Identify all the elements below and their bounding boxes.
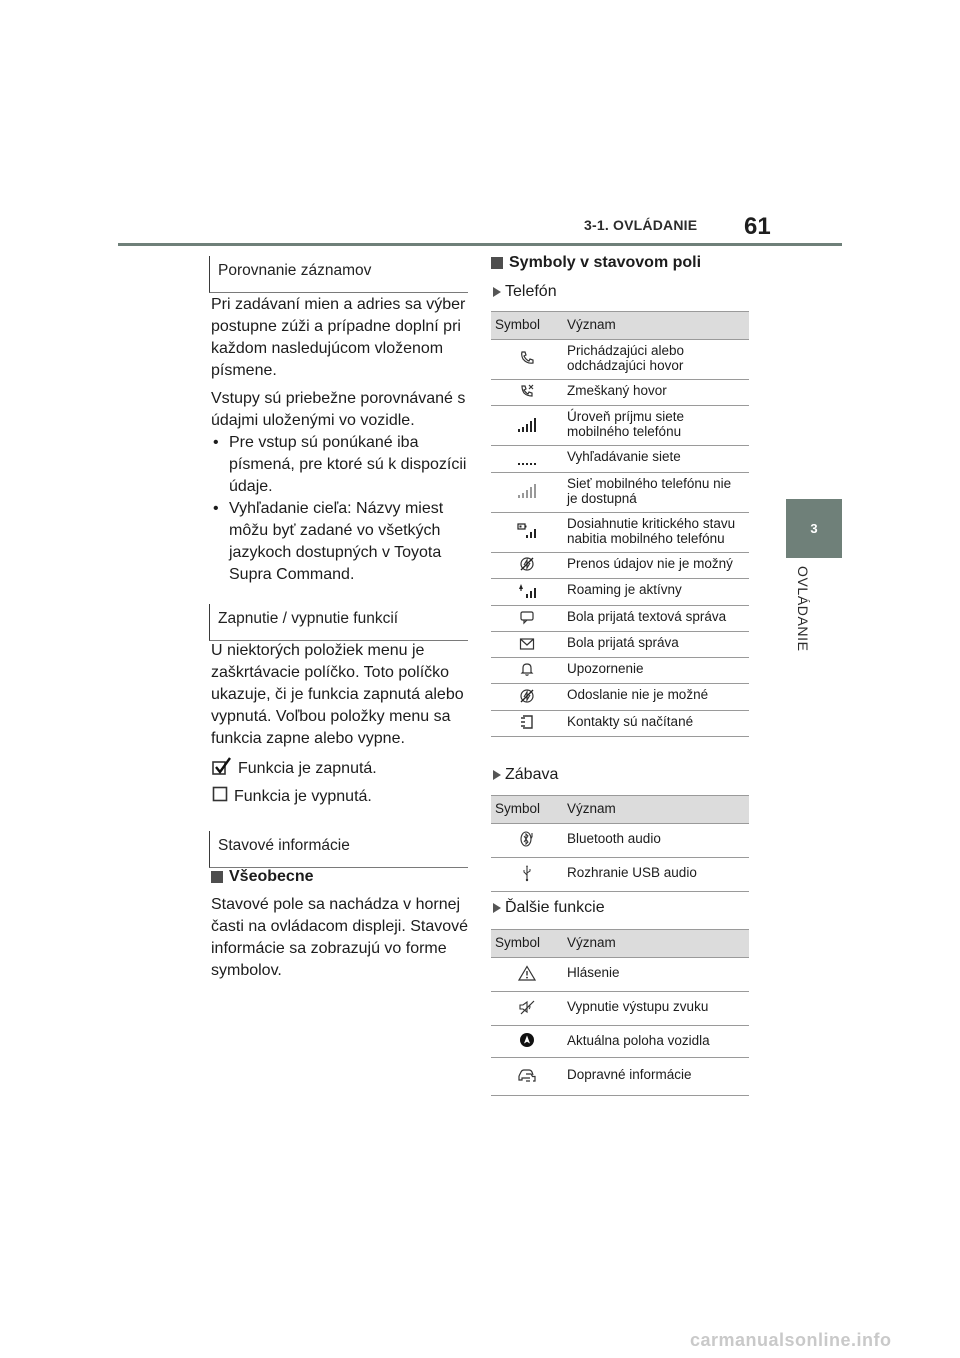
table-header-row — [491, 930, 749, 958]
traffic-info-icon — [517, 1067, 537, 1082]
general-heading — [211, 868, 313, 886]
square-bullet-icon — [211, 871, 223, 883]
table-row — [491, 1058, 749, 1096]
other-symbols-table — [491, 929, 749, 1096]
table-row — [491, 472, 749, 512]
section-title: 3-1. OVLÁDANIE — [584, 217, 698, 233]
row-meaning: Odoslanie nie je možné — [563, 684, 749, 710]
row-meaning: Dosiahnutie kritického stavu nabitia mobilného telefónu — [563, 512, 749, 552]
table-row — [491, 340, 749, 380]
comparison-text — [211, 294, 471, 586]
row-meaning: Aktuálna poloha vozidla — [563, 1026, 749, 1058]
other-title: Ďalšie funkcie — [505, 899, 605, 916]
table-row — [491, 657, 749, 683]
row-meaning: Roaming je aktívny — [563, 579, 749, 605]
page-number: 61 — [744, 213, 771, 240]
row-meaning: Bola prijatá správa — [563, 632, 749, 657]
column-header-symbol: Symbol — [491, 796, 563, 824]
table-row — [491, 512, 749, 552]
text-message-icon — [519, 609, 535, 624]
table-row — [491, 992, 749, 1026]
entertainment-subheading — [493, 766, 558, 784]
row-meaning: Vypnutie výstupu zvuku — [563, 992, 749, 1026]
warning-icon — [518, 965, 536, 980]
entertainment-title: Zábava — [505, 766, 559, 783]
other-subheading — [493, 899, 605, 917]
general-text — [211, 894, 471, 988]
column-header-symbol: Symbol — [491, 930, 563, 958]
table-row — [491, 710, 749, 736]
bullet-item: • Pre vstup sú ponúkané iba písmená, pre ktoré sú k dispozícii údaje. — [211, 432, 471, 498]
row-meaning: Sieť mobilného telefónu nie je dostupná — [563, 472, 749, 512]
function-on-line — [212, 757, 377, 780]
box-heading-toggle: Zapnutie / vypnutie funkcií — [209, 604, 468, 641]
watermark: carmanualsonline.info — [690, 1330, 892, 1350]
bullet-list — [211, 432, 471, 586]
square-bullet-icon — [491, 257, 503, 269]
row-meaning: Prichádzajúci alebo odchádzajúci hovor — [563, 340, 749, 380]
checkbox-unchecked-icon — [212, 786, 228, 807]
row-meaning: Dopravné informácie — [563, 1058, 749, 1096]
phone-call-icon — [519, 350, 535, 365]
phone-title: Telefón — [505, 283, 557, 300]
triangle-bullet-icon — [493, 287, 501, 297]
row-meaning: Bola prijatá textová správa — [563, 605, 749, 631]
roaming-icon — [517, 582, 537, 597]
table-row — [491, 406, 749, 446]
phone-symbols-table — [491, 311, 749, 737]
column-header-meaning: Význam — [563, 930, 749, 958]
table-row — [491, 632, 749, 657]
function-on-text: Funkcia je zapnutá. — [238, 759, 377, 777]
table-row — [491, 552, 749, 578]
missed-call-icon — [519, 383, 535, 398]
triangle-bullet-icon — [493, 770, 501, 780]
chapter-tab: 3 — [786, 499, 842, 558]
row-meaning: Vyhľadávanie siete — [563, 446, 749, 472]
triangle-bullet-icon — [493, 903, 501, 913]
table-row — [491, 605, 749, 631]
table-row — [491, 1026, 749, 1058]
checkbox-checked-icon — [212, 757, 232, 780]
header-rule — [118, 243, 842, 246]
row-meaning: Prenos údajov nie je možný — [563, 552, 749, 578]
toggle-text — [211, 640, 471, 756]
send-unavailable-icon — [519, 687, 535, 702]
bell-icon — [519, 661, 535, 676]
table-row — [491, 858, 749, 892]
signal-strength-icon — [517, 416, 537, 431]
table-row — [491, 380, 749, 406]
bullet-item: • Vyhľadanie cieľa: Názvy miest môžu byť zadané vo všetkých jazykoch dostupných v Toyota Supra Command. — [211, 498, 471, 586]
data-unavailable-icon — [519, 556, 535, 571]
paragraph: Stavové pole sa nachádza v hornej časti na ovládacom displeji. Stavové informácie sa zobrazujú vo forme symbolov. — [211, 896, 469, 979]
box-heading-comparison: Porovnanie záznamov — [209, 256, 468, 293]
usb-audio-icon — [520, 865, 534, 880]
table-header-row — [491, 312, 749, 340]
paragraph: Pri zadávaní mien a adries sa výber postupne zúži a prípadne doplní pri každom nasledujúcom vloženom písmene. — [211, 296, 466, 379]
phone-subheading — [493, 283, 557, 301]
row-meaning: Bluetooth audio — [563, 824, 749, 858]
mute-icon — [518, 999, 536, 1014]
box-heading-status: Stavové informácie — [209, 831, 468, 868]
row-meaning: Hlásenie — [563, 958, 749, 992]
battery-critical-icon — [517, 523, 537, 538]
symbols-title: Symboly v stavovom poli — [509, 254, 702, 271]
table-row — [491, 579, 749, 605]
column-header-meaning: Význam — [563, 312, 749, 340]
row-meaning: Úroveň príjmu siete mobilného telefónu — [563, 406, 749, 446]
mail-icon — [519, 635, 535, 650]
position-icon — [519, 1032, 535, 1047]
row-meaning: Rozhranie USB audio — [563, 858, 749, 892]
paragraph: Vstupy sú priebežne porovnávané s údajmi uloženými vo vozidle. — [211, 390, 466, 429]
function-off-line — [212, 786, 372, 807]
chapter-label: OVLÁDANIE — [795, 566, 811, 652]
column-header-meaning: Význam — [563, 796, 749, 824]
table-row — [491, 958, 749, 992]
table-row — [491, 684, 749, 710]
table-row — [491, 446, 749, 472]
row-meaning: Zmeškaný hovor — [563, 380, 749, 406]
symbols-heading — [491, 254, 701, 272]
bluetooth-audio-icon — [518, 831, 536, 846]
row-meaning: Upozornenie — [563, 657, 749, 683]
row-meaning: Kontakty sú načítané — [563, 710, 749, 736]
paragraph: U niektorých položiek menu je zaškrtávacie políčko. Toto políčko ukazuje, či je funkcia zapnutá alebo vypnutá. Voľbou položky menu sa funkcia zapne alebo vypne. — [211, 642, 464, 747]
table-header-row — [491, 796, 749, 824]
entertainment-symbols-table — [491, 795, 749, 892]
contacts-loading-icon — [519, 714, 535, 729]
function-off-text: Funkcia je vypnutá. — [234, 787, 372, 805]
network-available-icon — [517, 483, 537, 498]
general-title: Všeobecne — [229, 868, 314, 885]
table-row — [491, 824, 749, 858]
network-search-icon — [517, 449, 537, 464]
column-header-symbol: Symbol — [491, 312, 563, 340]
